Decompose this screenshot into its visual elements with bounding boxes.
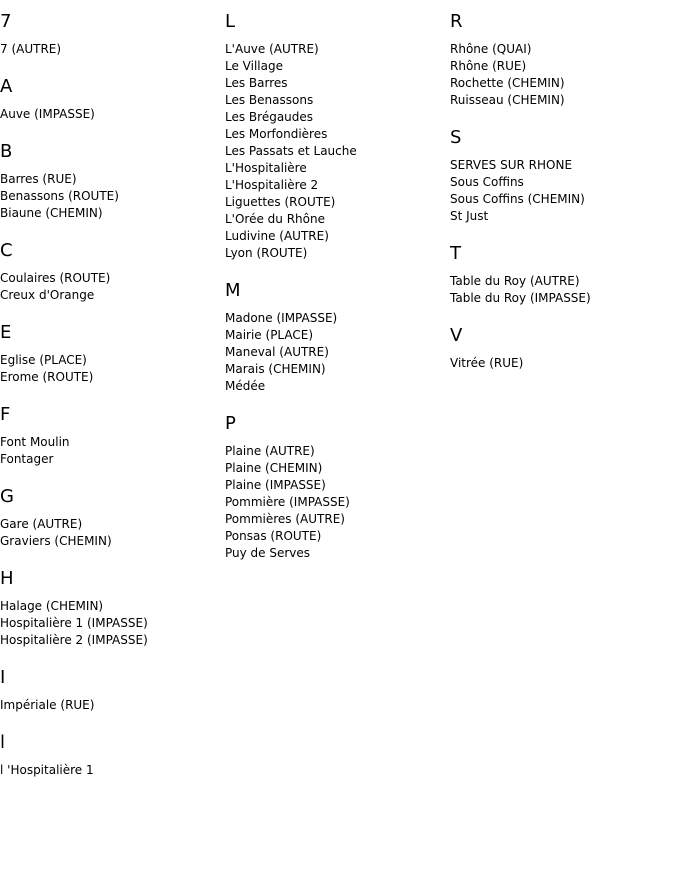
street-link[interactable]: Ponsas (ROUTE) <box>225 529 322 543</box>
street-link[interactable]: Barres (RUE) <box>0 172 77 186</box>
street-link[interactable]: Ruisseau (CHEMIN) <box>450 93 565 107</box>
street-link[interactable]: Mairie (PLACE) <box>225 328 314 342</box>
street-link[interactable]: Les Barres <box>225 76 288 90</box>
street-link[interactable]: Sous Coffins (CHEMIN) <box>450 192 585 206</box>
street-link[interactable]: Table du Roy (IMPASSE) <box>450 291 591 305</box>
letter-group <box>0 486 220 550</box>
street-link[interactable]: Coulaires (ROUTE) <box>0 271 111 285</box>
street-link[interactable]: Ludivine (AUTRE) <box>225 229 329 243</box>
letter-heading: T <box>450 243 461 264</box>
street-link[interactable]: Les Morfondières <box>225 127 328 141</box>
street-link[interactable]: Pommières (AUTRE) <box>225 512 345 526</box>
letter-heading: A <box>0 76 13 97</box>
street-link[interactable]: L'Hospitalière <box>225 161 307 175</box>
letter-heading: G <box>0 486 14 507</box>
street-link[interactable]: Rhône (QUAI) <box>450 42 532 56</box>
street-link[interactable]: Gare (AUTRE) <box>0 517 83 531</box>
letter-group <box>450 243 670 307</box>
street-link[interactable]: Sous Coffins <box>450 175 524 189</box>
street-link[interactable]: Erome (ROUTE) <box>0 370 94 384</box>
street-link[interactable]: Fontager <box>0 452 54 466</box>
letter-group <box>0 732 220 779</box>
street-link[interactable]: St Just <box>450 209 489 223</box>
letter-group <box>225 11 445 262</box>
letter-group <box>0 404 220 468</box>
street-link[interactable]: Les Benassons <box>225 93 314 107</box>
letter-group <box>450 11 670 109</box>
letter-heading: H <box>0 568 14 589</box>
letter-heading: V <box>450 325 463 346</box>
street-link[interactable]: Liguettes (ROUTE) <box>225 195 336 209</box>
street-link[interactable]: Benassons (ROUTE) <box>0 189 119 203</box>
letter-heading: P <box>225 413 236 434</box>
letter-group <box>0 76 220 123</box>
street-link[interactable]: Biaune (CHEMIN) <box>0 206 103 220</box>
street-link[interactable]: L'Hospitalière 2 <box>225 178 319 192</box>
letter-heading: F <box>0 404 11 425</box>
street-link[interactable]: Auve (IMPASSE) <box>0 107 95 121</box>
street-link[interactable]: Madone (IMPASSE) <box>225 311 338 325</box>
letter-group <box>0 667 220 714</box>
index-column-1 <box>0 11 220 797</box>
street-link[interactable]: Lyon (ROUTE) <box>225 246 308 260</box>
letter-heading: E <box>0 322 12 343</box>
letter-heading: 7 <box>0 11 12 32</box>
street-link[interactable]: Rhône (RUE) <box>450 59 527 73</box>
street-link[interactable]: Plaine (CHEMIN) <box>225 461 323 475</box>
street-link[interactable]: Creux d'Orange <box>0 288 95 302</box>
street-link[interactable]: Le Village <box>225 59 283 73</box>
letter-heading: C <box>0 240 13 261</box>
letter-group <box>450 325 670 372</box>
street-link[interactable]: Table du Roy (AUTRE) <box>450 274 580 288</box>
letter-heading: I <box>0 667 6 688</box>
street-link[interactable]: Rochette (CHEMIN) <box>450 76 565 90</box>
letter-heading: M <box>225 280 241 301</box>
letter-heading: B <box>0 141 13 162</box>
street-link[interactable]: Les Passats et Lauche <box>225 144 357 158</box>
street-link[interactable]: L'Orée du Rhône <box>225 212 325 226</box>
street-link[interactable]: Marais (CHEMIN) <box>225 362 326 376</box>
street-link[interactable]: Graviers (CHEMIN) <box>0 534 112 548</box>
letter-group <box>0 11 220 58</box>
letter-group <box>0 322 220 386</box>
street-link[interactable]: Eglise (PLACE) <box>0 353 87 367</box>
letter-heading: L <box>225 11 236 32</box>
letter-group <box>225 280 445 395</box>
street-link[interactable]: SERVES SUR RHONE <box>450 158 573 172</box>
street-link[interactable]: Médée <box>225 379 266 393</box>
letter-group <box>0 568 220 649</box>
index-column-3 <box>450 11 670 390</box>
index-column-2 <box>225 11 445 580</box>
street-link[interactable]: Hospitalière 1 (IMPASSE) <box>0 616 148 630</box>
street-link[interactable]: Plaine (AUTRE) <box>225 444 315 458</box>
street-link[interactable]: Hospitalière 2 (IMPASSE) <box>0 633 148 647</box>
street-link[interactable]: Font Moulin <box>0 435 70 449</box>
letter-group <box>0 240 220 304</box>
street-link[interactable]: Vitrée (RUE) <box>450 356 524 370</box>
street-link[interactable]: l 'Hospitalière 1 <box>0 763 94 777</box>
street-link[interactable]: Impériale (RUE) <box>0 698 95 712</box>
street-link[interactable]: Pommière (IMPASSE) <box>225 495 350 509</box>
street-link[interactable]: L'Auve (AUTRE) <box>225 42 319 56</box>
letter-heading: l <box>0 732 6 753</box>
letter-group <box>0 141 220 222</box>
street-link[interactable]: Maneval (AUTRE) <box>225 345 329 359</box>
street-link[interactable]: Les Brégaudes <box>225 110 314 124</box>
street-link[interactable]: Puy de Serves <box>225 546 311 560</box>
letter-group <box>450 127 670 225</box>
street-link[interactable]: Halage (CHEMIN) <box>0 599 104 613</box>
letter-group <box>225 413 445 562</box>
street-link[interactable]: Plaine (IMPASSE) <box>225 478 326 492</box>
street-link[interactable]: 7 (AUTRE) <box>0 42 62 56</box>
letter-heading: S <box>450 127 462 148</box>
letter-heading: R <box>450 11 463 32</box>
